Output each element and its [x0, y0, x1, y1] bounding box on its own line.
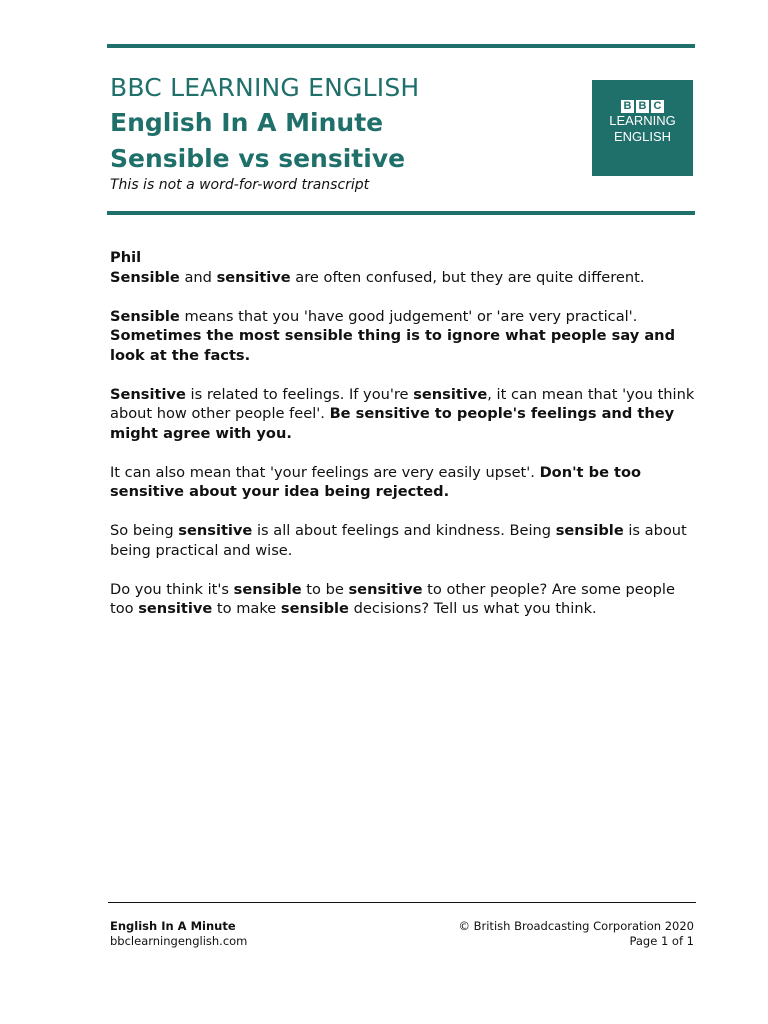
text-run: , it can mean that 'you think about how other people feel'.: [110, 385, 695, 422]
text-run: is all about feelings and kindness. Being: [252, 522, 556, 539]
transcript-paragraph: [110, 268, 700, 288]
text-run: Do you think it's: [110, 580, 234, 598]
bold-text: Be sensitive to people's feelings and they might agree with you.: [110, 405, 675, 442]
bold-text: sensitive: [138, 600, 213, 617]
bbc-block-letter: B: [636, 100, 649, 113]
transcript-note: This is not a word-for-word transcript: [110, 177, 370, 193]
footer-rule: [108, 902, 696, 903]
speaker-name: Phil: [110, 249, 142, 266]
transcript-paragraph: [110, 580, 700, 619]
text-run: is about being practical and wise.: [110, 522, 687, 559]
footer-right: [458, 919, 694, 949]
header-bottom-rule: [107, 211, 695, 215]
header-top-rule: [107, 44, 695, 48]
bold-text: sensitive: [348, 580, 423, 598]
bold-text: sensible: [233, 580, 302, 598]
logo-line-english: ENGLISH: [613, 129, 672, 144]
text-run: to be: [301, 580, 349, 598]
bold-text: sensible: [280, 600, 349, 617]
footer-page-number: Page 1 of 1: [629, 934, 694, 948]
logo-line-learning: LEARNING: [609, 113, 676, 128]
transcript-paragraph: [110, 521, 700, 560]
bold-text: Sensible: [110, 268, 180, 286]
brand-heading: BBC LEARNING ENGLISH: [110, 73, 420, 102]
footer-left: [110, 919, 247, 949]
text-run: decisions? Tell us what you think.: [348, 600, 597, 617]
transcript-paragraph: [110, 463, 700, 502]
transcript-body: [110, 248, 700, 638]
text-run: It can also mean that 'your feelings are very easily upset'.: [110, 463, 540, 481]
bbc-block-letter: C: [651, 100, 664, 113]
bbc-blocks: [592, 100, 693, 113]
bold-text: sensitive: [216, 268, 291, 286]
transcript-paragraphs: [110, 268, 700, 619]
transcript-paragraph: [110, 307, 700, 366]
bold-text: Don't be too sensitive about your idea being rejected.: [110, 463, 642, 500]
footer-website: bbclearningenglish.com: [110, 934, 248, 948]
bold-text: Sometimes the most sensible thing is to ignore what people say and look at the facts.: [110, 327, 676, 364]
bbc-block-letter: B: [621, 100, 634, 113]
bbc-learning-english-logo: [592, 80, 693, 176]
text-run: to make: [212, 600, 281, 617]
bold-text: sensitive: [178, 522, 253, 539]
text-run: and: [179, 268, 217, 286]
bold-text: Sensible: [110, 307, 180, 325]
text-run: are often confused, but they are quite different.: [290, 268, 645, 286]
series-title: English In A Minute: [110, 108, 384, 137]
transcript-paragraph: [110, 385, 700, 444]
bold-text: sensitive: [413, 385, 488, 403]
bold-text: Sensitive: [110, 385, 186, 403]
text-run: means that you 'have good judgement' or 'are very practical'.: [179, 307, 638, 325]
footer-series-title: English In A Minute: [110, 919, 236, 933]
text-run: to other people? Are some people too: [110, 580, 675, 617]
bold-text: sensible: [555, 522, 624, 539]
text-run: is related to feelings. If you're: [185, 385, 414, 403]
text-run: So being: [110, 522, 179, 539]
footer-copyright: © British Broadcasting Corporation 2020: [458, 919, 694, 933]
page-title: Sensible vs sensitive: [110, 144, 406, 173]
